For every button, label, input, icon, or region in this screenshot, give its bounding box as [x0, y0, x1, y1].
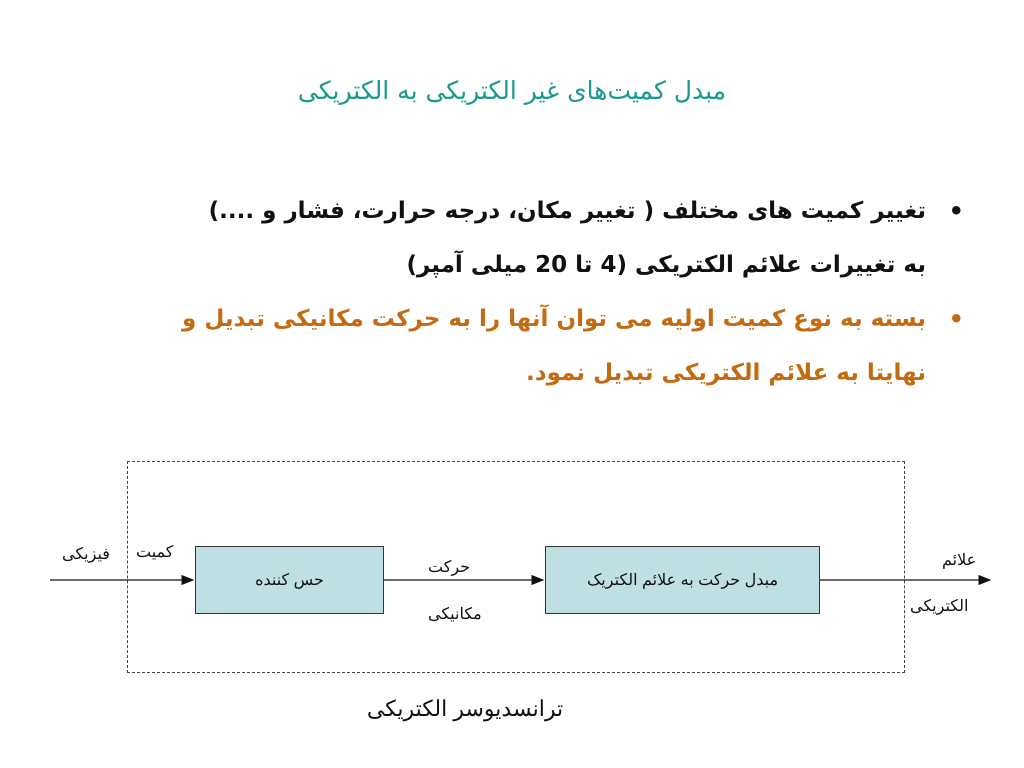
bullet-marker: •: [948, 197, 964, 225]
diagram-caption: ترانسدیوسر الکتریکی: [366, 696, 564, 721]
input-label: کمیت: [136, 544, 174, 561]
bullet-marker: •: [948, 305, 964, 333]
output-label: الکتریکی: [910, 598, 969, 615]
bullet-line: بسته به نوع کمیت اولیه می توان آنها را به حرکت مکانیکی تبدیل و: [182, 306, 926, 332]
middle-label: حرکت: [428, 559, 471, 576]
slide-title: مبدل کمیت‌های غیر الکتریکی به الکتریکی: [297, 76, 727, 105]
bullet-line: تغییر کمیت های مختلف ( تغییر مکان، درجه حرارت، فشار و ....): [208, 198, 926, 224]
sensor-box: حس کننده: [195, 546, 384, 614]
output-label: علائم: [942, 552, 977, 569]
middle-label: مکانیکی: [428, 606, 482, 623]
input-label: فیزیکی: [62, 546, 110, 563]
bullet-line: به تغییرات علائم الکتریکی (4 تا 20 میلی آمپر): [406, 252, 926, 278]
bullet-line: نهایتا به علائم الکتریکی تبدیل نمود.: [526, 360, 926, 386]
converter-box: مبدل حرکت به علائم الکتریک: [545, 546, 820, 614]
